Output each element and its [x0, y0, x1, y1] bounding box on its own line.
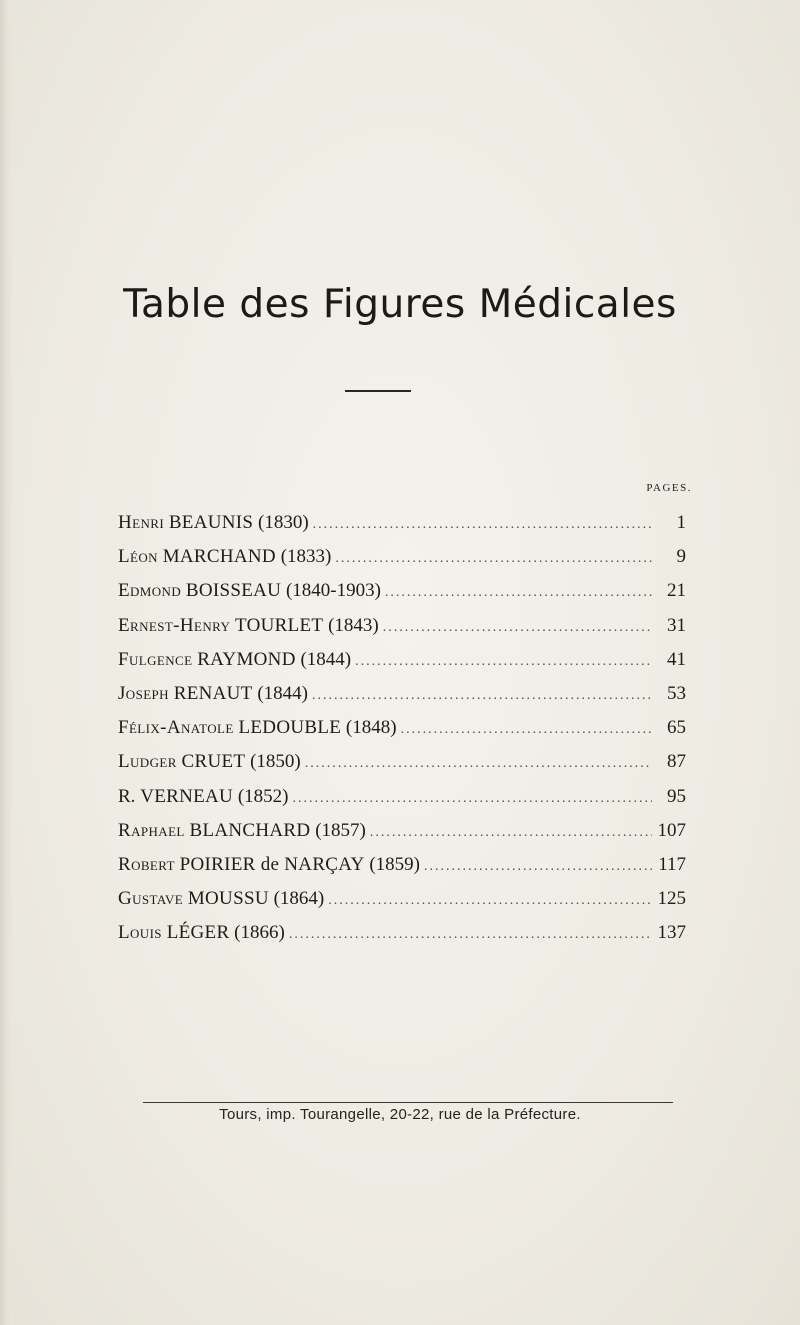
- dot-leader: [424, 859, 652, 875]
- toc-entry: [118, 854, 686, 888]
- toc-entry-name: [118, 580, 381, 602]
- years: (1864): [273, 888, 325, 910]
- toc-entry-name: [118, 649, 351, 671]
- first-name: Edmond: [118, 580, 182, 602]
- years: (1852): [237, 785, 289, 807]
- page-number: 137: [657, 922, 686, 944]
- surname: MARCHAND: [162, 546, 276, 568]
- toc-entry: [118, 820, 686, 854]
- page-number: 1: [676, 512, 686, 533]
- years: (1840-1903): [285, 580, 381, 602]
- page-number: 31: [667, 614, 686, 636]
- surname: CRUET: [181, 751, 246, 773]
- toc-entry-name: [118, 820, 366, 842]
- surname: BOISSEAU: [185, 580, 282, 602]
- page-number: 9: [676, 546, 686, 568]
- first-name: Félix-Anatole: [118, 717, 234, 739]
- page-number: 107: [657, 819, 686, 841]
- toc-entry: [118, 615, 686, 649]
- table-of-contents: [118, 512, 686, 956]
- toc-entry: [118, 786, 686, 820]
- page-number: 53: [667, 682, 686, 704]
- page-number: 87: [667, 751, 686, 773]
- first-name: Ernest-Henry: [118, 614, 231, 636]
- surname: BEAUNIS: [168, 512, 254, 533]
- page-title: Table des Figures Médicales: [123, 282, 677, 327]
- surname: LÉGER: [166, 922, 230, 944]
- page-number: 95: [667, 785, 686, 807]
- dot-leader: [328, 893, 652, 909]
- toc-entry: [118, 717, 686, 751]
- dot-leader: [383, 620, 652, 636]
- years: (1833): [280, 546, 332, 568]
- toc-entry-name: [118, 854, 420, 876]
- dot-leader: [312, 688, 652, 704]
- dot-leader: [313, 517, 652, 533]
- toc-entry: [118, 649, 686, 683]
- surname: TOURLET: [235, 614, 324, 636]
- toc-entry-name: [118, 922, 285, 944]
- page-number: 117: [658, 853, 686, 875]
- toc-entry: [118, 546, 686, 580]
- years: (1866): [234, 922, 285, 944]
- dot-leader: [335, 551, 652, 567]
- title-divider: [345, 390, 411, 392]
- toc-entry-name: [118, 512, 309, 534]
- years: (1857): [315, 819, 366, 841]
- dot-leader: [305, 756, 652, 772]
- surname: VERNEAU: [140, 785, 234, 807]
- first-name: Louis: [118, 922, 162, 944]
- pages-column-header: PAGES.: [646, 482, 692, 494]
- first-name: Gustave: [118, 888, 184, 910]
- first-name: Léon: [118, 546, 158, 568]
- toc-entry-name: [118, 546, 331, 568]
- page-number: 125: [657, 888, 686, 910]
- years: (1843): [328, 614, 379, 636]
- toc-entry: [118, 751, 686, 785]
- years: (1844): [300, 648, 352, 670]
- surname: MOUSSU: [187, 888, 269, 910]
- toc-entry: [118, 512, 686, 546]
- toc-entry: [118, 888, 686, 922]
- footer-divider: [143, 1102, 673, 1103]
- toc-entry-name: [118, 751, 301, 773]
- toc-entry-name: [118, 786, 288, 808]
- dot-leader: [289, 927, 652, 943]
- first-name: Fulgence: [118, 648, 193, 670]
- dot-leader: [385, 585, 652, 601]
- first-name: Ludger: [118, 751, 177, 773]
- toc-entry-name: [118, 683, 308, 705]
- dot-leader: [370, 825, 652, 841]
- surname: POIRIER de NARÇAY: [179, 853, 365, 875]
- first-name: Robert: [118, 853, 175, 875]
- printer-imprint: Tours, imp. Tourangelle, 20-22, rue de la Préfecture.: [219, 1106, 581, 1123]
- toc-entry-name: [118, 717, 397, 739]
- years: (1830): [258, 512, 309, 533]
- surname: RENAUT: [173, 682, 253, 704]
- toc-entry: [118, 580, 686, 614]
- dot-leader: [401, 722, 652, 738]
- dot-leader: [292, 791, 652, 807]
- years: (1848): [345, 717, 397, 739]
- surname: BLANCHARD: [189, 819, 311, 841]
- years: (1859): [369, 853, 420, 875]
- page-number: 21: [667, 580, 686, 602]
- surname: LEDOUBLE: [238, 717, 342, 739]
- first-name: Raphael: [118, 819, 185, 841]
- page-edge-shadow: [0, 0, 14, 1325]
- years: (1844): [257, 682, 308, 704]
- first-name: R.: [118, 785, 136, 807]
- page-number: 65: [667, 717, 686, 739]
- dot-leader: [355, 654, 652, 670]
- toc-entry: [118, 922, 686, 956]
- page-number: 41: [667, 648, 686, 670]
- toc-entry-name: [118, 615, 379, 637]
- surname: RAYMOND: [197, 648, 296, 670]
- toc-entry: [118, 683, 686, 717]
- first-name: Joseph: [118, 682, 169, 704]
- toc-entry-name: [118, 888, 324, 910]
- first-name: Henri: [118, 512, 165, 533]
- years: (1850): [250, 751, 301, 773]
